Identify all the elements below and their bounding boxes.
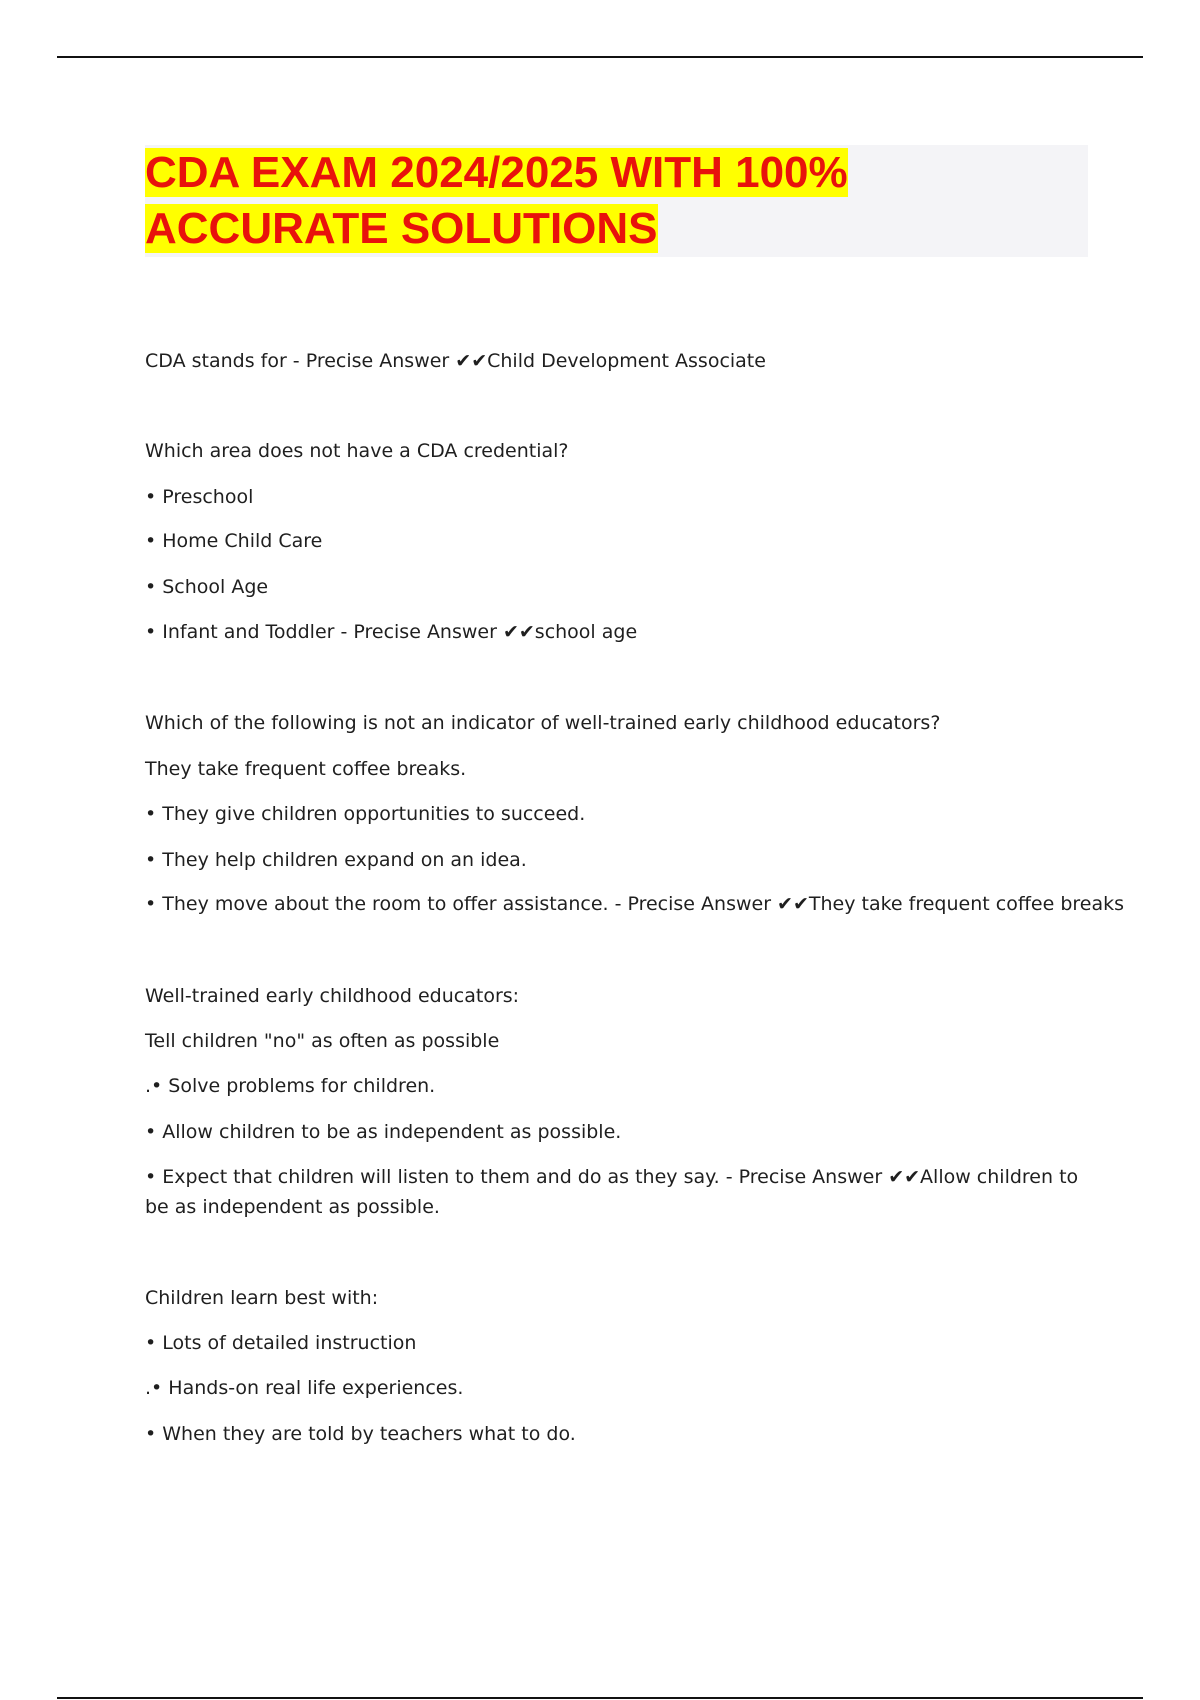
- page-title: [145, 145, 1088, 257]
- q3-option-1: They take frequent coffee breaks.: [145, 758, 467, 780]
- q5-option-1: • Lots of detailed instruction: [145, 1332, 417, 1354]
- q1-text: CDA stands for - Precise Answer ✔✔Child Development Associate: [145, 350, 766, 372]
- q5-question: Children learn best with:: [145, 1287, 379, 1309]
- q2-option-2: • Home Child Care: [145, 530, 323, 552]
- title-line-2: ACCURATE SOLUTIONS: [145, 204, 658, 253]
- title-block: [145, 145, 1088, 257]
- q4-option-2: .• Solve problems for children.: [145, 1075, 436, 1097]
- q4-option-4: • Expect that children will listen to them and do as they say. - Precise Answer ✔✔Allow children to be as independent as possible.: [145, 1166, 1079, 1218]
- bottom-rule: [57, 1697, 1143, 1699]
- q2-option-4: • Infant and Toddler - Precise Answer ✔✔school age: [145, 621, 638, 643]
- q4-option-3: • Allow children to be as independent as possible.: [145, 1121, 622, 1143]
- q3-option-3: • They help children expand on an idea.: [145, 849, 527, 871]
- title-line-1: CDA EXAM 2024/2025 WITH 100%: [145, 148, 848, 197]
- q3-option-4: • They move about the room to offer assistance. - Precise Answer ✔✔They take frequent coffee breaks: [145, 893, 1125, 915]
- q5-option-2: .• Hands-on real life experiences.: [145, 1377, 464, 1399]
- q3-question: Which of the following is not an indicator of well-trained early childhood educators?: [145, 712, 941, 734]
- top-rule: [57, 56, 1143, 58]
- q3-option-2: • They give children opportunities to succeed.: [145, 803, 586, 825]
- q2-option-1: • Preschool: [145, 486, 254, 508]
- q2-question: Which area does not have a CDA credential?: [145, 440, 569, 462]
- q4-option-1: Tell children "no" as often as possible: [145, 1030, 500, 1052]
- q2-option-3: • School Age: [145, 576, 269, 598]
- q5-option-3: • When they are told by teachers what to do.: [145, 1423, 576, 1445]
- q4-question: Well-trained early childhood educators:: [145, 985, 520, 1007]
